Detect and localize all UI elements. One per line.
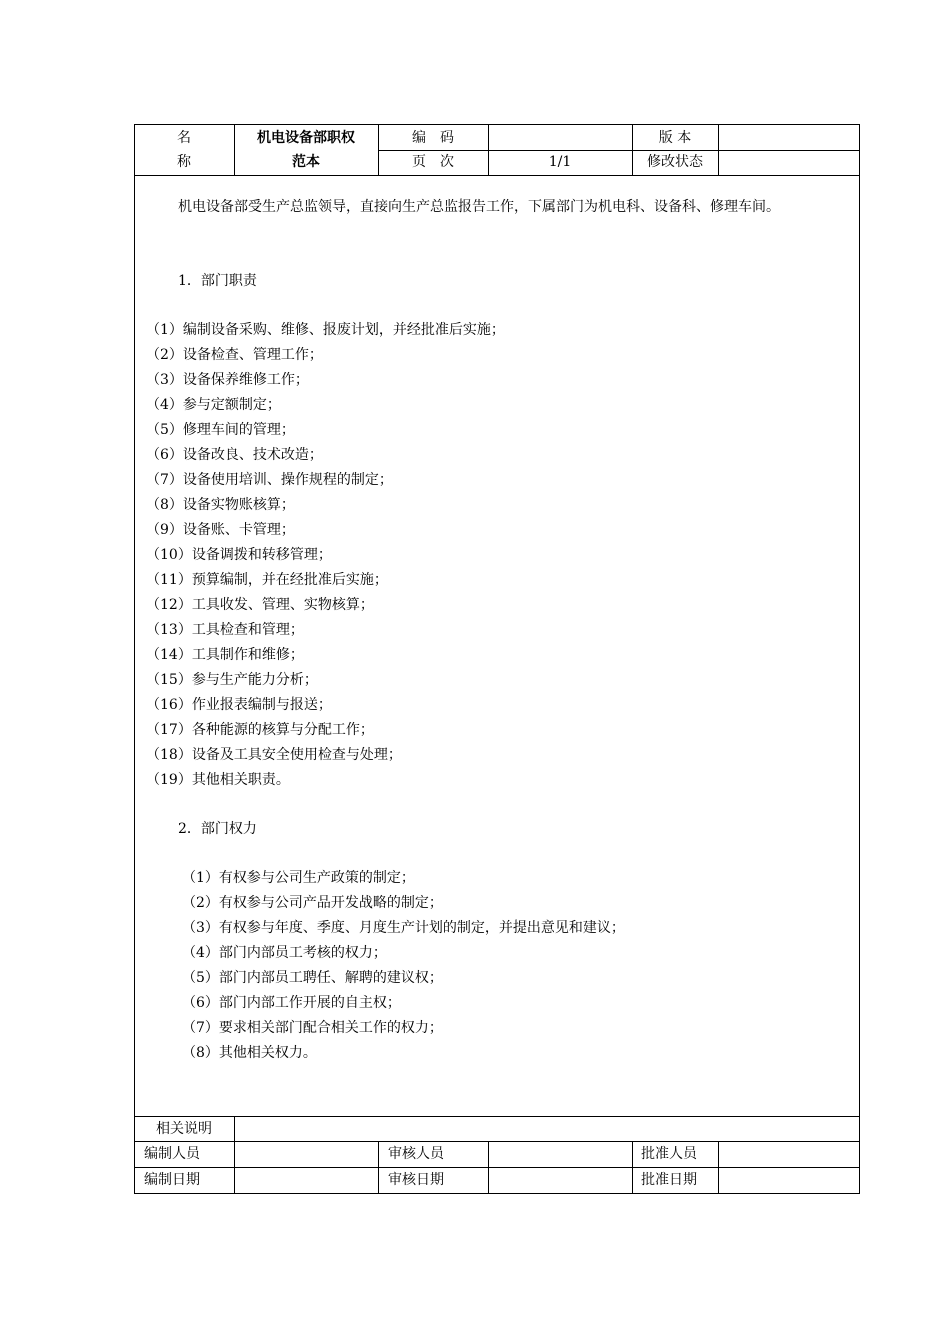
- list-item: （16）作业报表编制与报送；: [146, 697, 332, 713]
- version-label: 版 本: [658, 130, 692, 146]
- section-heading-powers: 2．部门权力: [178, 821, 257, 837]
- list-item: （18）设备及工具安全使用检查与处理；: [146, 747, 402, 763]
- list-item: （8）设备实物账核算；: [146, 497, 295, 513]
- footer-col-divider: [488, 1141, 489, 1194]
- notes-label: 相关说明: [156, 1121, 212, 1137]
- footer-col-divider: [378, 1141, 379, 1194]
- name-label-char-1: 名: [177, 130, 191, 146]
- approver-label: 批准人员: [641, 1146, 697, 1162]
- list-item: （12）工具收发、管理、实物核算；: [146, 597, 374, 613]
- list-item: （15）参与生产能力分析；: [146, 672, 318, 688]
- document-title-line-1: 机电设备部职权: [257, 130, 355, 146]
- list-item: （7）要求相关部门配合相关工作的权力；: [182, 1020, 443, 1036]
- document-body: [143, 195, 855, 220]
- list-item: （8）其他相关权力。: [182, 1045, 317, 1061]
- header-col-divider: [718, 124, 719, 176]
- compiler-label: 编制人员: [144, 1146, 200, 1162]
- list-item: （9）设备账、卡管理；: [146, 522, 295, 538]
- page-label: 页 次: [412, 154, 454, 170]
- list-item: （11）预算编制，并在经批准后实施；: [146, 572, 388, 588]
- list-item: （10）设备调拨和转移管理；: [146, 547, 332, 563]
- compile-date-label: 编制日期: [144, 1172, 200, 1188]
- list-item: （1）编制设备采购、维修、报废计划，并经批准后实施；: [146, 322, 505, 338]
- list-item: （4）部门内部员工考核的权力；: [182, 945, 387, 961]
- list-item: （6）设备改良、技术改造；: [146, 447, 323, 463]
- header-bottom-line: [134, 175, 860, 176]
- list-item: （14）工具制作和维修；: [146, 647, 304, 663]
- list-item: （4）参与定额制定；: [146, 397, 281, 413]
- section-heading-duties: 1．部门职责: [178, 273, 257, 289]
- revision-label: 修改状态: [647, 154, 703, 170]
- list-item: （5）修理车间的管理；: [146, 422, 295, 438]
- page-value: 1/1: [548, 154, 572, 170]
- list-item: （2）设备检查、管理工作；: [146, 347, 323, 363]
- footer-row-divider: [134, 1141, 860, 1142]
- list-item: （2）有权参与公司产品开发战略的制定；: [182, 895, 443, 911]
- list-item: （19）其他相关职责。: [146, 772, 290, 788]
- document-title-line-2: 范本: [292, 154, 320, 170]
- list-item: （17）各种能源的核算与分配工作；: [146, 722, 374, 738]
- duties-list: [146, 318, 858, 793]
- footer-col-divider: [718, 1141, 719, 1194]
- intro-paragraph: 机电设备部受生产总监领导，直接向生产总监报告工作，下属部门为机电科、设备科、修理车间。: [178, 199, 780, 215]
- review-date-label: 审核日期: [388, 1172, 444, 1188]
- approve-date-label: 批准日期: [641, 1172, 697, 1188]
- name-label-char-2: 称: [177, 154, 191, 170]
- list-item: （6）部门内部工作开展的自主权；: [182, 995, 401, 1011]
- list-item: （1）有权参与公司生产政策的制定；: [182, 870, 415, 886]
- list-item: （5）部门内部员工聘任、解聘的建议权；: [182, 970, 443, 986]
- footer-top-line: [134, 1116, 860, 1117]
- footer-col-divider: [234, 1116, 235, 1194]
- header-row-divider: [378, 150, 860, 151]
- code-label: 编 码: [412, 130, 454, 146]
- list-item: （3）有权参与年度、季度、月度生产计划的制定，并提出意见和建议；: [182, 920, 625, 936]
- powers-list: [182, 866, 852, 1066]
- list-item: （3）设备保养维修工作；: [146, 372, 309, 388]
- list-item: （7）设备使用培训、操作规程的制定；: [146, 472, 393, 488]
- reviewer-label: 审核人员: [388, 1146, 444, 1162]
- footer-row-divider: [134, 1167, 860, 1168]
- footer-col-divider: [632, 1141, 633, 1194]
- list-item: （13）工具检查和管理；: [146, 622, 304, 638]
